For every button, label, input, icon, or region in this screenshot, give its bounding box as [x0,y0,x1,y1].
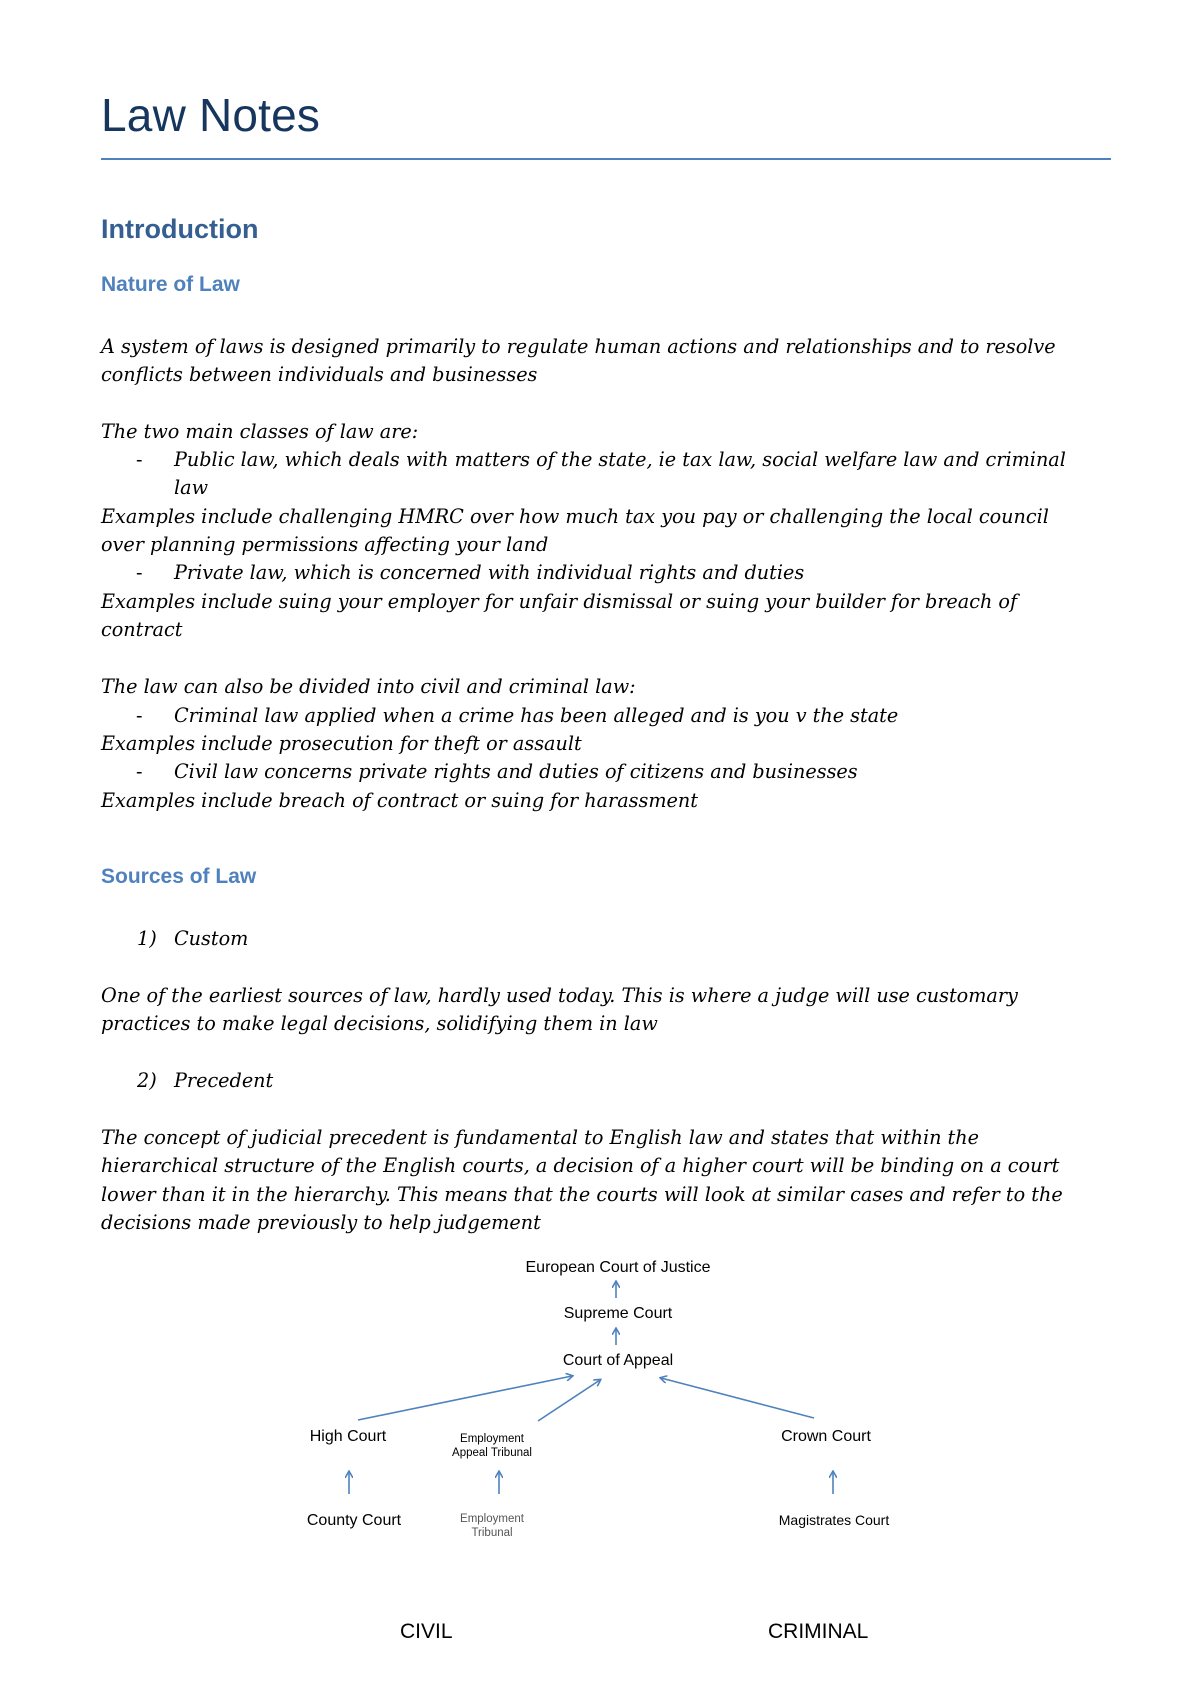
node-employment-appeal-tribunal [440,1432,544,1460]
heading-nature-of-law: Nature of Law [101,273,240,296]
paragraph-line: hierarchical structure of the English courts, a decision of a higher court will be binding on a court [101,1154,1060,1177]
title-underline [101,158,1111,160]
paragraph-line: Examples include challenging HMRC over how much tax you pay or challenging the local council [101,505,1049,528]
heading-introduction: Introduction [101,214,259,244]
node-court-of-appeal: Court of Appeal [562,1352,674,1369]
paragraph-line: One of the earliest sources of law, hardly used today. This is where a judge will use customary [101,984,1018,1007]
paragraph-line: contract [101,618,183,641]
arrow-eat-to-appeal [538,1380,600,1421]
node-european-court-of-justice: European Court of Justice [525,1259,711,1276]
list-item: Public law, which deals with matters of the state, ie tax law, social welfare law and criminal [174,448,1066,471]
paragraph-line: The law can also be divided into civil and criminal law: [101,675,636,698]
paragraph-line: Examples include suing your employer for unfair dismissal or suing your builder for breach of [101,590,1018,613]
arrow-high-to-appeal [358,1376,572,1420]
bullet-dash: - [136,448,143,471]
list-item: law [174,476,208,499]
diagram-lower-arrows [0,1450,1200,1510]
list-item: Civil law concerns private rights and duties of citizens and businesses [174,760,858,783]
list-item: Custom [174,927,249,950]
node-label-line: Appeal Tribunal [452,1447,532,1459]
paragraph-line: conflicts between individuals and businesses [101,363,538,386]
paragraph-line: practices to make legal decisions, solidifying them in law [101,1012,658,1035]
paragraph-line: The two main classes of law are: [101,420,419,443]
document-title: Law Notes [101,89,321,141]
list-number: 1) [137,927,157,950]
paragraph-line: decisions made previously to help judgement [101,1211,541,1234]
node-label-line: Employment [460,1433,524,1445]
node-magistrates-court: Magistrates Court [778,1512,890,1528]
node-high-court: High Court [309,1428,387,1445]
paragraph-line: lower than it in the hierarchy. This means that the courts will look at similar cases and refer to the [101,1183,1063,1206]
bullet-dash: - [136,704,143,727]
bullet-dash: - [136,561,143,584]
bullet-dash: - [136,760,143,783]
paragraph-line: A system of laws is designed primarily to regulate human actions and relationships and to resolve [101,335,1056,358]
heading-sources-of-law: Sources of Law [101,865,257,888]
list-item: Criminal law applied when a crime has been alleged and is you v the state [174,704,899,727]
node-label-line: Tribunal [471,1527,513,1539]
paragraph-line: over planning permissions affecting your land [101,533,549,556]
label-civil: CIVIL [400,1620,453,1643]
node-employment-tribunal [444,1512,540,1540]
list-item: Private law, which is concerned with individual rights and duties [174,561,805,584]
node-supreme-court: Supreme Court [563,1305,673,1322]
node-county-court: County Court [306,1512,402,1529]
node-crown-court: Crown Court [781,1428,871,1445]
diagram-arrows [0,1250,1200,1450]
list-item: Precedent [174,1069,274,1092]
list-number: 2) [137,1069,157,1092]
arrow-crown-to-appeal [661,1378,814,1418]
paragraph-line: The concept of judicial precedent is fundamental to English law and states that within the [101,1126,979,1149]
paragraph-line: Examples include breach of contract or suing for harassment [101,789,698,812]
label-criminal: CRIMINAL [768,1620,869,1643]
paragraph-line: Examples include prosecution for theft or assault [101,732,582,755]
node-label-line: Employment [460,1513,524,1525]
